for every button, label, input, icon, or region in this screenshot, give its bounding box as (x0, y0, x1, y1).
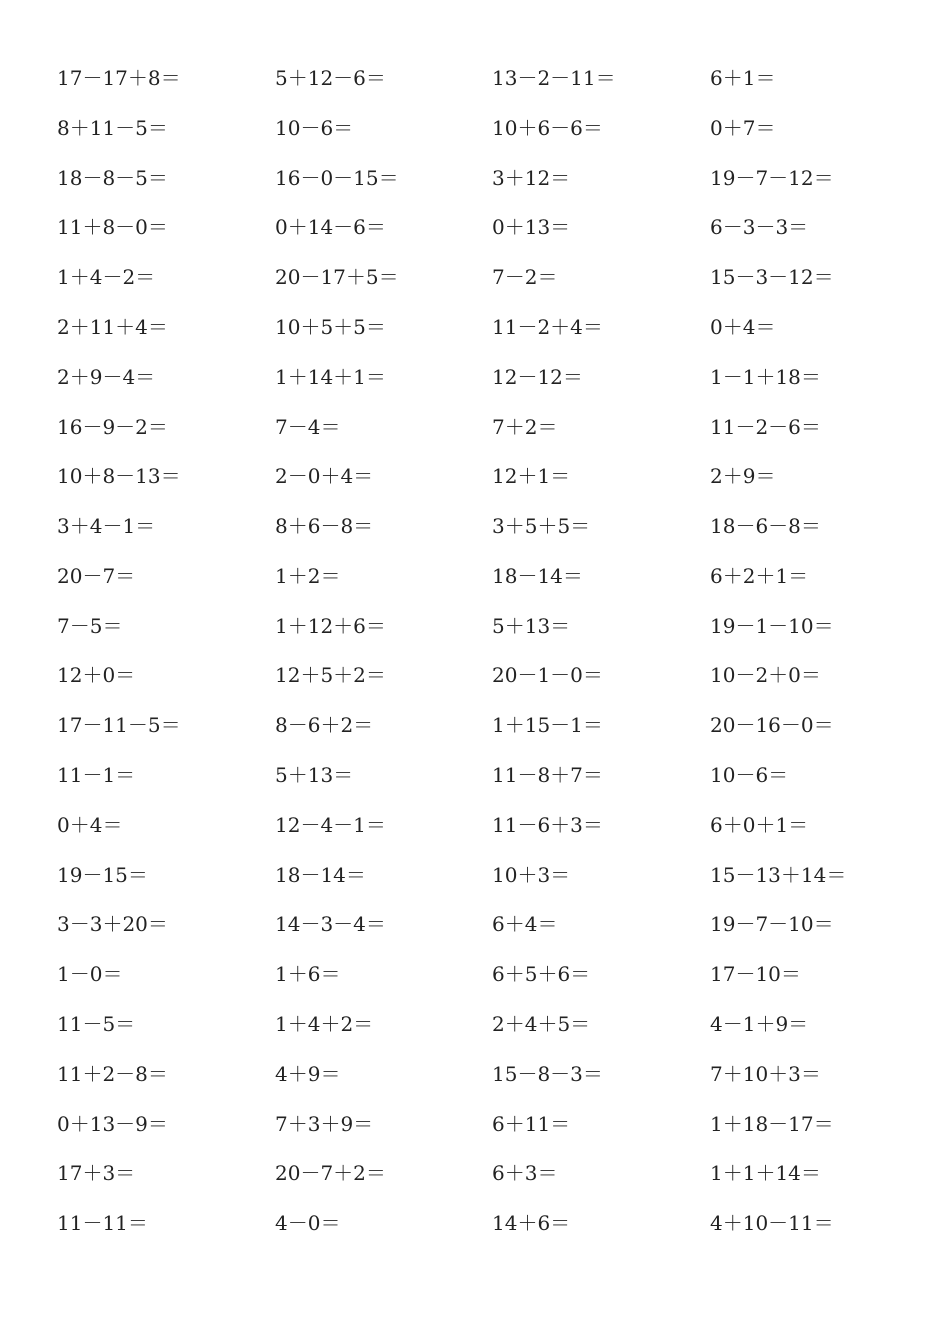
problem: 12＋0＝ (57, 663, 136, 687)
problem: 5＋12－6＝ (275, 66, 386, 90)
problem: 15－3－12＝ (710, 265, 834, 289)
problem: 19－7－12＝ (710, 166, 834, 190)
problem: 19－15＝ (57, 863, 148, 887)
problem: 14－3－4＝ (275, 912, 386, 936)
problem: 6＋2＋1＝ (710, 564, 809, 588)
problem: 18－14＝ (492, 564, 583, 588)
problem: 7－2＝ (492, 265, 558, 289)
problem: 10－6＝ (710, 763, 789, 787)
worksheet-row-16 (0, 810, 950, 840)
problem: 1＋15－1＝ (492, 713, 603, 737)
problem: 0＋13＝ (492, 215, 571, 239)
problem: 20－7＋2＝ (275, 1161, 386, 1185)
problem: 8＋11－5＝ (57, 116, 168, 140)
problem: 6＋1＝ (710, 66, 776, 90)
problem: 1＋6＝ (275, 962, 341, 986)
problem: 1＋14＋1＝ (275, 365, 386, 389)
problem: 11－2－6＝ (710, 415, 821, 439)
problem: 1＋18－17＝ (710, 1112, 834, 1136)
problem: 8－6＋2＝ (275, 713, 374, 737)
problem: 1＋4－2＝ (57, 265, 156, 289)
problem: 13－2－11＝ (492, 66, 616, 90)
worksheet-row-22 (0, 1109, 950, 1139)
problem: 6＋5＋6＝ (492, 962, 591, 986)
worksheet-row-8 (0, 412, 950, 442)
worksheet-row-10 (0, 511, 950, 541)
problem: 3＋4－1＝ (57, 514, 156, 538)
problem: 2＋11＋4＝ (57, 315, 168, 339)
worksheet-row-13 (0, 660, 950, 690)
problem: 7＋10＋3＝ (710, 1062, 821, 1086)
worksheet-row-24 (0, 1208, 950, 1238)
problem: 1－1＋18＝ (710, 365, 821, 389)
problem: 1＋2＝ (275, 564, 341, 588)
problem: 12－4－1＝ (275, 813, 386, 837)
worksheet-row-6 (0, 312, 950, 342)
worksheet-row-18 (0, 909, 950, 939)
problem: 20－16－0＝ (710, 713, 834, 737)
problem: 10＋8－13＝ (57, 464, 181, 488)
problem: 19－1－10＝ (710, 614, 834, 638)
problem: 10－6＝ (275, 116, 354, 140)
problem: 18－8－5＝ (57, 166, 168, 190)
problem: 5＋13＝ (275, 763, 354, 787)
problem: 5＋13＝ (492, 614, 571, 638)
worksheet-row-11 (0, 561, 950, 591)
problem: 10＋6－6＝ (492, 116, 603, 140)
problem: 6＋4＝ (492, 912, 558, 936)
worksheet-row-17 (0, 860, 950, 890)
worksheet-row-7 (0, 362, 950, 392)
problem: 0＋14－6＝ (275, 215, 386, 239)
problem: 20－17＋5＝ (275, 265, 399, 289)
problem: 20－7＝ (57, 564, 136, 588)
problem: 11－2＋4＝ (492, 315, 603, 339)
problem: 16－0－15＝ (275, 166, 399, 190)
problem: 1＋1＋14＝ (710, 1161, 821, 1185)
problem: 7－5＝ (57, 614, 123, 638)
problem: 3＋5＋5＝ (492, 514, 591, 538)
problem: 4＋9＝ (275, 1062, 341, 1086)
worksheet-row-1 (0, 63, 950, 93)
problem: 6＋3＝ (492, 1161, 558, 1185)
problem: 0＋7＝ (710, 116, 776, 140)
problem: 14＋6＝ (492, 1211, 571, 1235)
worksheet-row-21 (0, 1059, 950, 1089)
problem: 11－1＝ (57, 763, 136, 787)
problem: 17－11－5＝ (57, 713, 181, 737)
problem: 2＋9－4＝ (57, 365, 156, 389)
problem: 20－1－0＝ (492, 663, 603, 687)
problem: 18－6－8＝ (710, 514, 821, 538)
problem: 18－14＝ (275, 863, 366, 887)
problem: 10－2＋0＝ (710, 663, 821, 687)
worksheet-row-4 (0, 212, 950, 242)
worksheet-row-9 (0, 461, 950, 491)
problem: 16－9－2＝ (57, 415, 168, 439)
problem: 12＋1＝ (492, 464, 571, 488)
problem: 11＋2－8＝ (57, 1062, 168, 1086)
problem: 6＋0＋1＝ (710, 813, 809, 837)
worksheet-row-20 (0, 1009, 950, 1039)
worksheet-row-5 (0, 262, 950, 292)
problem: 2＋4＋5＝ (492, 1012, 591, 1036)
problem: 11－5＝ (57, 1012, 136, 1036)
worksheet-row-2 (0, 113, 950, 143)
problem: 0＋4＝ (57, 813, 123, 837)
problem: 0＋13－9＝ (57, 1112, 168, 1136)
problem: 12＋5＋2＝ (275, 663, 386, 687)
problem: 11－6＋3＝ (492, 813, 603, 837)
problem: 3＋12＝ (492, 166, 571, 190)
worksheet-row-23 (0, 1158, 950, 1188)
problem: 4＋10－11＝ (710, 1211, 834, 1235)
worksheet-row-19 (0, 959, 950, 989)
problem: 6－3－3＝ (710, 215, 809, 239)
problem: 7＋2＝ (492, 415, 558, 439)
problem: 19－7－10＝ (710, 912, 834, 936)
problem: 11－11＝ (57, 1211, 148, 1235)
problem: 4－0＝ (275, 1211, 341, 1235)
problem: 2－0＋4＝ (275, 464, 374, 488)
problem: 6＋11＝ (492, 1112, 571, 1136)
problem: 11－8＋7＝ (492, 763, 603, 787)
problem: 17－17＋8＝ (57, 66, 181, 90)
problem: 15－8－3＝ (492, 1062, 603, 1086)
problem: 7－4＝ (275, 415, 341, 439)
problem: 1＋4＋2＝ (275, 1012, 374, 1036)
worksheet-row-12 (0, 611, 950, 641)
problem: 7＋3＋9＝ (275, 1112, 374, 1136)
problem: 3－3＋20＝ (57, 912, 168, 936)
problem: 1－0＝ (57, 962, 123, 986)
problem: 4－1＋9＝ (710, 1012, 809, 1036)
problem: 15－13＋14＝ (710, 863, 847, 887)
problem: 17－10＝ (710, 962, 801, 986)
problem: 11＋8－0＝ (57, 215, 168, 239)
problem: 8＋6－8＝ (275, 514, 374, 538)
worksheet-row-14 (0, 710, 950, 740)
worksheet-row-15 (0, 760, 950, 790)
problem: 2＋9＝ (710, 464, 776, 488)
problem: 1＋12＋6＝ (275, 614, 386, 638)
worksheet-row-3 (0, 163, 950, 193)
problem: 12－12＝ (492, 365, 583, 389)
problem: 0＋4＝ (710, 315, 776, 339)
problem: 10＋5＋5＝ (275, 315, 386, 339)
problem: 17＋3＝ (57, 1161, 136, 1185)
problem: 10＋3＝ (492, 863, 571, 887)
